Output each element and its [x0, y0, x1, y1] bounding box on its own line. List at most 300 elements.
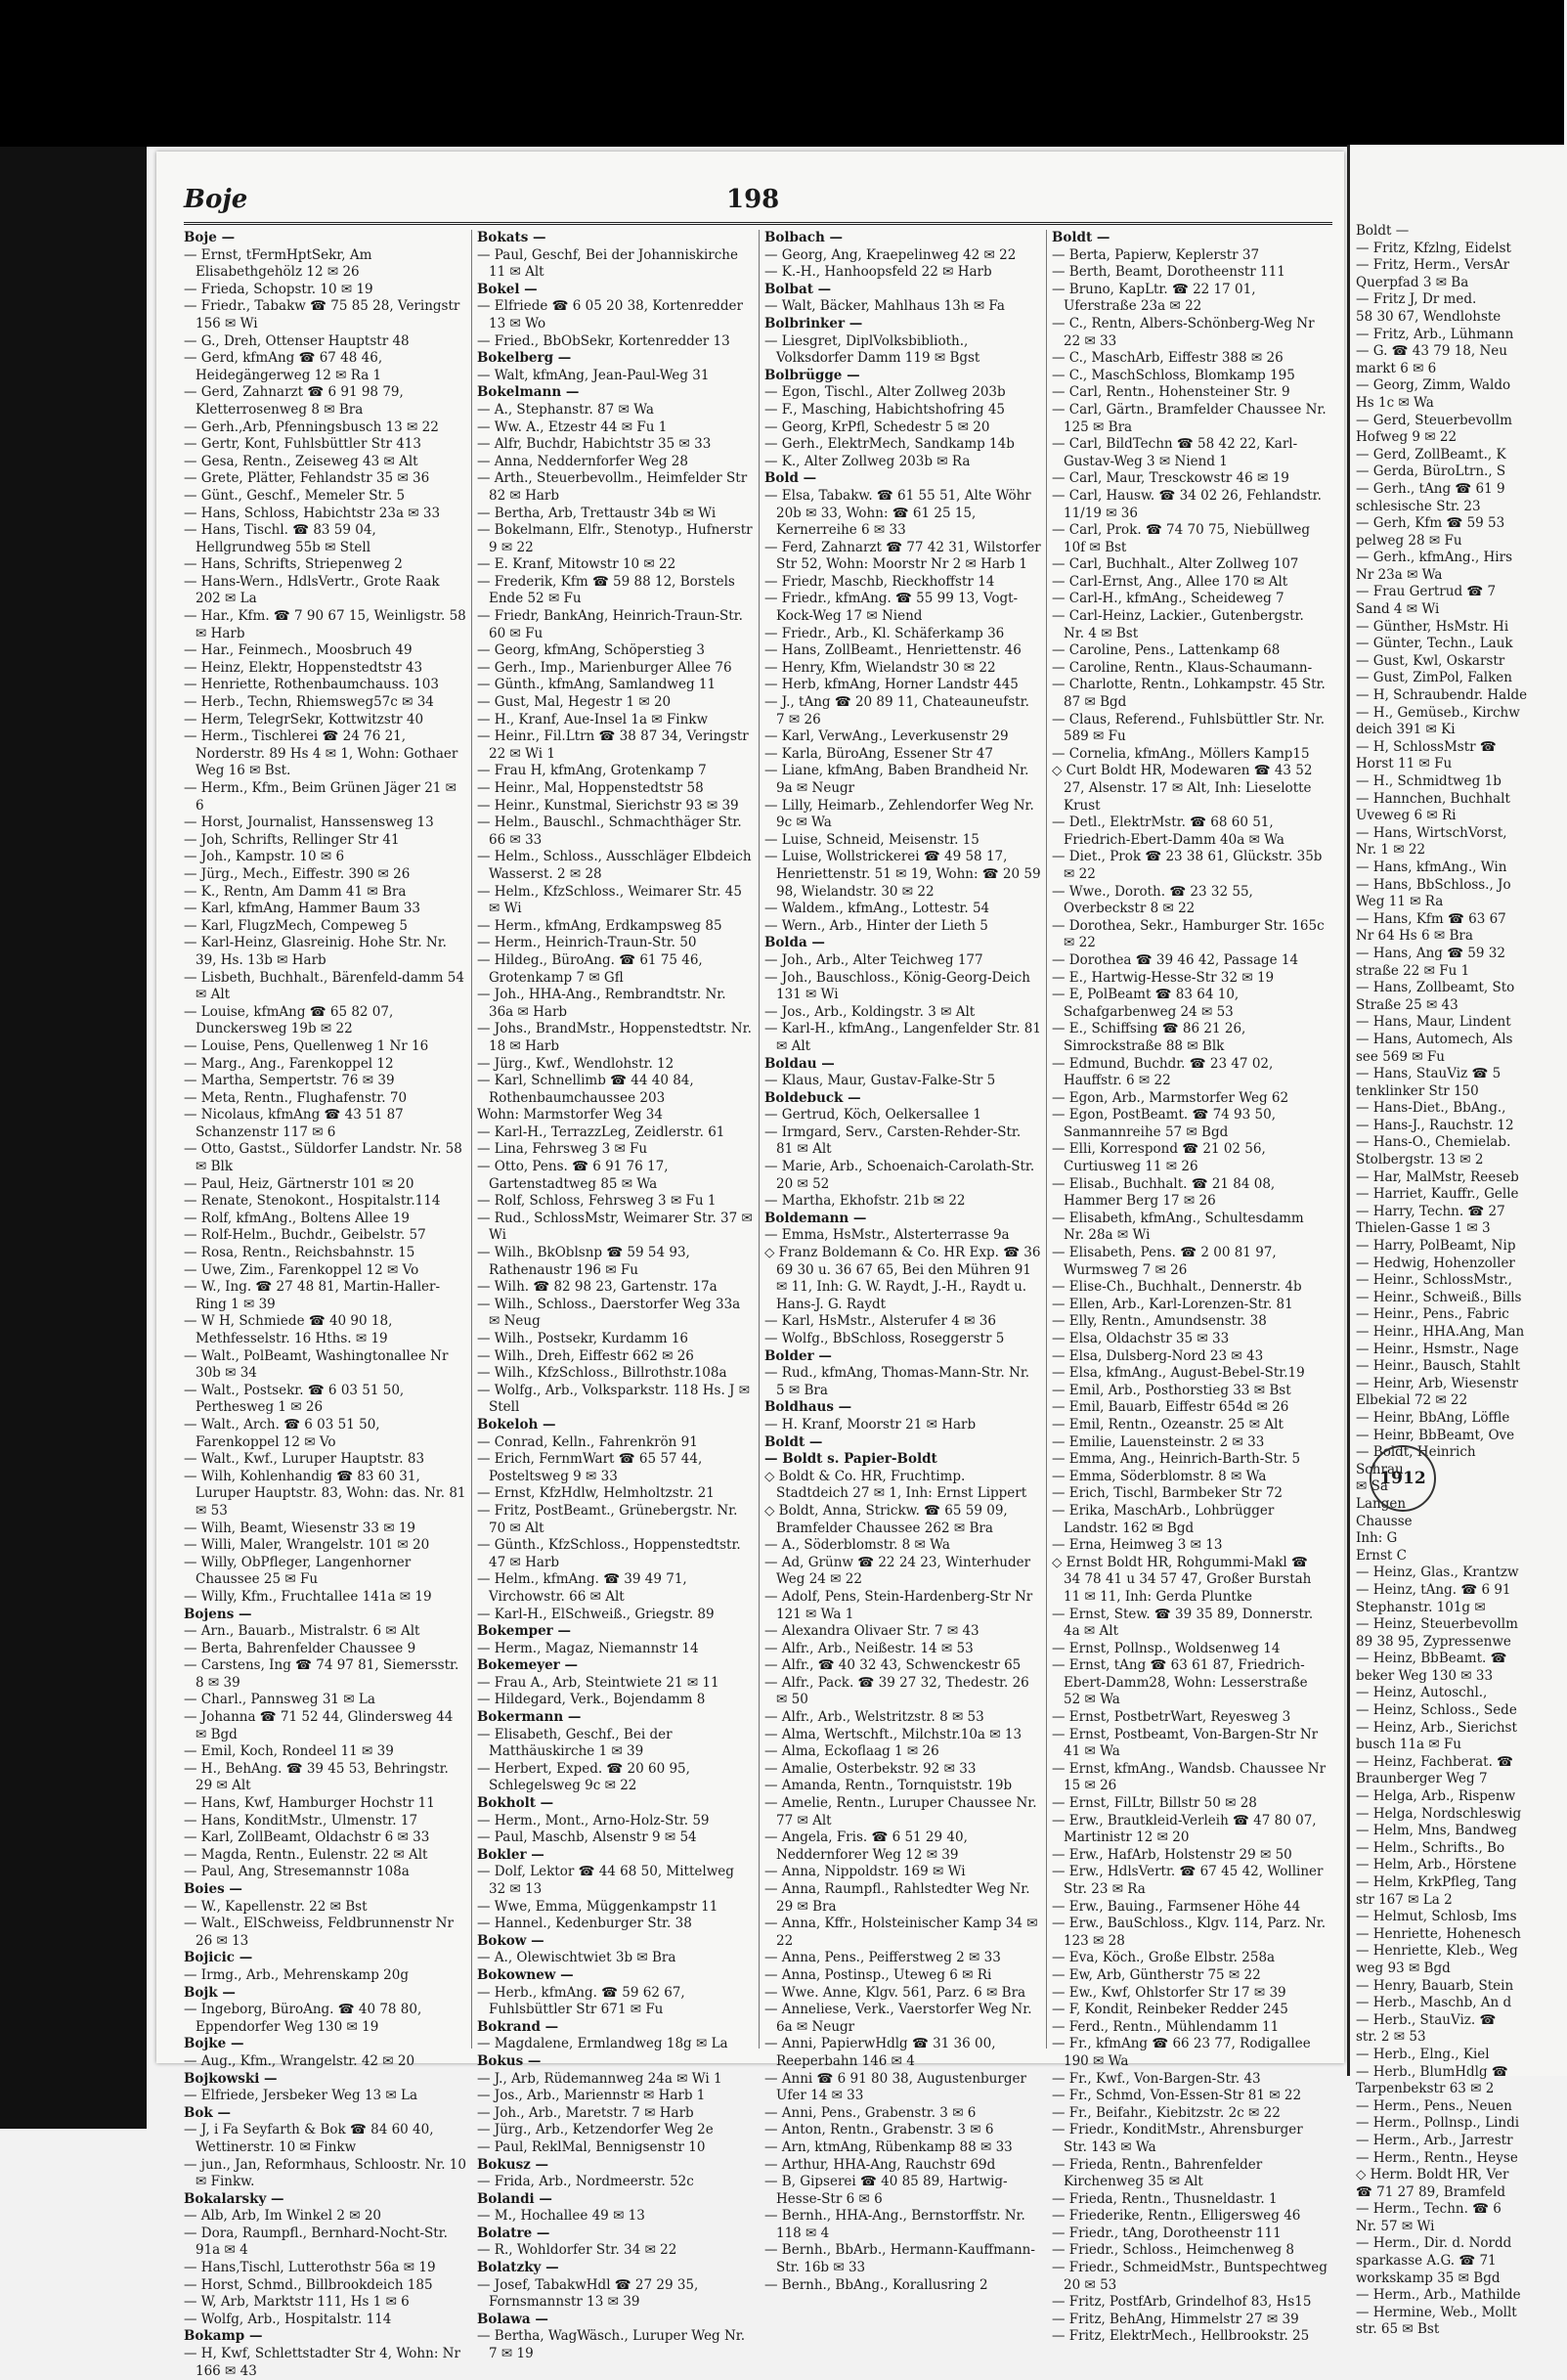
directory-entry: — Hans, Schrifts, Striepenweg 2 [184, 556, 403, 573]
directory-entry: — H, Kwf, Schlettstadter Str 4, Wohn: Nr 166 ✉ 43 [184, 2346, 460, 2379]
next-page-entry: — Heinz, BbBeamt. ☎ [1356, 1651, 1507, 1667]
directory-entry: — Bokelmann, Elfr., Stenotyp., Hufnerstr 9 ✉ 22 [477, 522, 753, 555]
next-page-entry: — Gerd, ZollBeamt., K [1356, 446, 1506, 463]
next-page-entry: — Hans, Automech, Als [1356, 1031, 1513, 1047]
directory-entry: — Carl-Heinz, Lackier., Gutenbergstr. Nr. 4 ✉ Bst [1052, 608, 1304, 641]
directory-entry: — Ernst, PostbetrWart, Reyesweg 3 [1052, 1709, 1291, 1726]
directory-entry: — Emma, HsMstr., Alsterterrasse 9a [764, 1227, 1010, 1244]
directory-entry: — Martha, Sempertstr. 76 ✉ 39 [184, 1073, 395, 1089]
directory-entry: — Gerh., Imp., Marienburger Allee 76 [477, 659, 732, 676]
directory-entry: — Frau A., Arb, Steintwiete 21 ✉ 11 [477, 1674, 719, 1691]
next-page-entry: — Georg, Zimm, Waldo [1356, 377, 1511, 394]
group-heading: — Boldt s. Papier-Boldt [764, 1451, 937, 1468]
directory-entry: — Charlotte, Rentn., Lohkampstr. 45 Str. 87 ✉ Bgd [1052, 677, 1326, 711]
directory-entry: — Ernst, tAng ☎ 63 61 87, Friedrich-Ebert-Damm28, Wohn: Lesserstraße 52 ✉ Wa [1052, 1657, 1308, 1708]
directory-entry: — Friedr., Schloss., Heimchenweg 8 [1052, 2242, 1294, 2259]
next-page-entry: Hs 1c ✉ Wa [1356, 394, 1434, 411]
next-page-entry: — Fritz, Kfzlng, Eidelst [1356, 240, 1511, 256]
directory-entry: — Egon, Tischl., Alter Zollweg 203b [764, 384, 1006, 401]
directory-entry: — Carl, Buchhalt., Alter Zollweg 107 [1052, 556, 1299, 573]
directory-entry: — Frida, Arb., Nordmeerstr. 52c [477, 2174, 694, 2190]
next-page-entry: — Herb., BlumHdlg ☎ [1356, 2063, 1508, 2080]
directory-entry: — Walt., Arch. ☎ 6 03 51 50, Farenkoppel 12 ✉ Vo [184, 1416, 380, 1450]
directory-entry: — Elfriede ☎ 6 05 20 38, Kortenredder 13 ✉ Wo [477, 298, 743, 331]
directory-entry: — Magda, Rentn., Eulenstr. 22 ✉ Alt [184, 1846, 428, 1863]
directory-entry: — Elisabeth, kfmAng., Schultesdamm Nr. 28a ✉ Wi [1052, 1210, 1304, 1244]
directory-entry: Wohn: Marmstorfer Weg 34 [477, 1107, 663, 1124]
directory-entry: — Erich, Tischl, Barmbeker Str 72 [1052, 1485, 1284, 1502]
directory-entry: — Amalie, Osterbekstr. 92 ✉ 33 [764, 1760, 977, 1777]
directory-entry: — Arth., Steuerbevollm., Heimfelder Str 82 ✉ Harb [477, 470, 748, 504]
group-heading: Bolawa — [477, 2311, 548, 2327]
directory-entry: — Elisabeth, Pens. ☎ 2 00 81 97, Wurmsweg 7 ✉ 26 [1052, 1245, 1277, 1278]
directory-entry: — C., MaschArb, Eiffestr 388 ✉ 26 [1052, 350, 1284, 367]
directory-entry: — Alfr, Buchdr, Habichtstr 35 ✉ 33 [477, 436, 712, 453]
next-page-entry: — Helm., Schrifts., Bo [1356, 1839, 1505, 1856]
group-heading: Bokalarsky — [184, 2190, 284, 2207]
directory-entry: — Detl., ElektrMstr. ☎ 68 60 51, Friedrich-Ebert-Damm 40a ✉ Wa [1052, 815, 1284, 848]
directory-entry: — Hans-Wern., HdlsVertr., Grote Raak 202 ✉ La [184, 573, 440, 607]
next-page-entry: — Helmut, Schlosb, Ims [1356, 1909, 1517, 1925]
directory-entry: — Günt., Geschf., Memeler Str. 5 [184, 487, 406, 504]
group-heading: Bokats — [477, 230, 546, 245]
directory-entry: — Louise, Pens, Quellenweg 1 Nr 16 [184, 1037, 429, 1054]
next-page-entry: Nr 64 Hs 6 ✉ Bra [1356, 928, 1473, 945]
next-page-entry: weg 93 ✉ Bgd [1356, 1960, 1451, 1976]
group-heading: Bokermann — [477, 1709, 582, 1726]
directory-entry: — Caroline, Pens., Lattenkamp 68 [1052, 642, 1281, 659]
next-page-entry: Schrau [1356, 1461, 1404, 1477]
directory-entry: — Rud., kfmAng, Thomas-Mann-Str. Nr. 5 ✉ Bra [764, 1365, 1030, 1398]
directory-entry: — Gertr, Kont, Fuhlsbüttler Str 413 [184, 436, 421, 453]
directory-entry: — Herm., Tischlerei ☎ 24 76 21, Norderstr. 89 Hs 4 ✉ 1, Wohn: Gothaer Weg 16 ✉ Bst. [184, 728, 458, 779]
directory-entry: — Johanna ☎ 71 52 44, Glindersweg 44 ✉ Bgd [184, 1709, 454, 1742]
group-heading: Bolatzky — [477, 2260, 559, 2276]
directory-entry: — Friedr, Maschb, Rieckhoffstr 14 [764, 573, 995, 590]
next-page-entry: — Frau Gertrud ☎ 7 [1356, 584, 1497, 600]
next-page-entry: — Hans, WirtschVorst, [1356, 824, 1507, 841]
next-page-entry: Boldt — [1356, 223, 1410, 239]
next-page-entry: Ernst C [1356, 1547, 1407, 1564]
directory-entry: — Elli, Korrespond ☎ 21 02 56, Curtiusweg 11 ✉ 26 [1052, 1141, 1266, 1175]
group-heading: Bolbach — [764, 230, 843, 245]
group-heading: Boldhaus — [764, 1399, 852, 1416]
directory-entry: — E. Kranf, Mitowstr 10 ✉ 22 [477, 556, 676, 573]
directory-entry: — Bertha, Arb, Trettaustr 34b ✉ Wi [477, 505, 717, 521]
directory-entry: — Walt, Bäcker, Mahlhaus 13h ✉ Fa [764, 298, 1005, 315]
group-heading: Bolbat — [764, 281, 832, 297]
directory-entry: — Anni, PapierwHdlg ☎ 31 36 00, Reeperbahn 146 ✉ 4 [764, 2036, 996, 2069]
next-page-entry: — Herm., Arb., Jarrestr [1356, 2132, 1513, 2148]
directory-entry: — Frieda, Schopstr. 10 ✉ 19 [184, 281, 373, 297]
directory-entry: — J., Arb, Rüdemannweg 24a ✉ Wi 1 [477, 2070, 722, 2087]
next-page-entry: Tarpenbekstr 63 ✉ 2 [1356, 2081, 1495, 2097]
directory-entry: — E., Hartwig-Hesse-Str 32 ✉ 19 [1052, 969, 1275, 986]
group-heading: Bokholt — [477, 1795, 554, 1812]
next-page-entry: Chausse [1356, 1513, 1413, 1529]
directory-entry: — Aug., Kfm., Wrangelstr. 42 ✉ 20 [184, 2052, 415, 2069]
directory-entry: — Heinr., Kunstmal, Sierichstr 93 ✉ 39 [477, 797, 739, 814]
group-heading: Bokusz — [477, 2156, 549, 2173]
directory-entry: — Louise, kfmAng ☎ 65 82 07, Dunckersweg 19b ✉ 22 [184, 1003, 394, 1037]
directory-entry: — Lilly, Heimarb., Zehlendorfer Weg Nr. 9c ✉ Wa [764, 797, 1034, 831]
directory-entry: — Gerh., ElektrMech, Sandkamp 14b [764, 436, 1015, 453]
next-page-entry: straße 22 ✉ Fu 1 [1356, 962, 1470, 979]
directory-entry: — F., Masching, Habichtshofring 45 [764, 401, 1006, 418]
directory-entry: — E, PolBeamt ☎ 83 64 10, Schafgarbenweg 24 ✉ 53 [1052, 987, 1240, 1020]
directory-entry: — Joh., Arb., Alter Teichweg 177 [764, 951, 983, 968]
next-page-entry: Nr 23a ✉ Wa [1356, 566, 1443, 583]
next-page-entry: — H., Schmidtweg 1b [1356, 773, 1502, 789]
next-page-entry: Elbekial 72 ✉ 22 [1356, 1392, 1468, 1409]
next-page-entry: — Fritz, Herm., VersAr [1356, 257, 1510, 274]
directory-entry: — Anna, Neddernforfer Weg 28 [477, 453, 688, 469]
directory-entry: — K., Alter Zollweg 203b ✉ Ra [764, 453, 971, 469]
directory-entry: — F, Kondit, Reinbeker Redder 245 [1052, 2002, 1288, 2018]
directory-entry: — Rolf, Schloss, Fehrsweg 3 ✉ Fu 1 [477, 1193, 717, 1210]
directory-entry: — Adolf, Pens, Stein-Hardenberg-Str Nr 121 ✉ Wa 1 [764, 1588, 1033, 1622]
directory-entry: — Wilh., Dreh, Eiffestr 662 ✉ 26 [477, 1347, 694, 1364]
next-page-entry: see 569 ✉ Fu [1356, 1048, 1445, 1065]
directory-entry: — Joh., HHA-Ang., Rembrandtstr. Nr. 36a ✉ Harb [477, 987, 726, 1020]
directory-entry: — Karl, ZollBeamt, Oldachstr 6 ✉ 33 [184, 1829, 430, 1846]
directory-entry: — Hildeg., BüroAng. ☎ 61 75 46, Grotenkamp 7 ✉ Gfl [477, 951, 703, 986]
group-heading: Bokow — [477, 1932, 544, 1949]
directory-entry: — Uwe, Zim., Farenkoppel 12 ✉ Vo [184, 1261, 419, 1278]
directory-entry: — Fritz, BehAng, Himmelstr 27 ✉ 39 [1052, 2311, 1299, 2327]
group-heading: Bokamp — [184, 2328, 263, 2345]
directory-entry: ◇ Ernst Boldt HR, Rohgummi-Makl ☎ 34 78 41 u 34 57 47, Großer Burstah 11 ✉ 11, Inh: Gerda Pluntke [1052, 1554, 1312, 1605]
next-page-entry: — Herm., Dir. d. Nordd [1356, 2235, 1512, 2252]
directory-entry: — Har., Feinmech., Moosbruch 49 [184, 642, 413, 659]
directory-entry: — Ernst, Stew. ☎ 39 35 89, Donnerstr. 4a ✉ Alt [1052, 1606, 1314, 1640]
directory-entry: — Diet., Prok ☎ 23 38 61, Glückstr. 35b ✉ 22 [1052, 849, 1323, 882]
next-page-entry: — Hedwig, Hohenzoller [1356, 1255, 1515, 1271]
directory-entry: — Klaus, Maur, Gustav-Falke-Str 5 [764, 1073, 996, 1089]
directory-entry: — M., Hochallee 49 ✉ 13 [477, 2208, 645, 2225]
next-page-entry: — Harry, Techn. ☎ 27 [1356, 1203, 1505, 1219]
directory-entry: — Anna, Kffr., Holsteinischer Kamp 34 ✉ 22 [764, 1916, 1038, 1949]
directory-entry: — Wolfg., BbSchloss, Roseggerstr 5 [764, 1331, 1005, 1346]
directory-entry: — Willi, Maler, Wrangelstr. 101 ✉ 20 [184, 1537, 430, 1554]
directory-entry: — Ad, Grünw ☎ 22 24 23, Winterhuder Weg 24 ✉ 22 [764, 1554, 1031, 1588]
directory-entry: — Walt., PolBeamt, Washingtonallee Nr 30b ✉ 34 [184, 1347, 449, 1382]
directory-entry: — Carl, Hausw. ☎ 34 02 26, Fehlandstr. 11/19 ✉ 36 [1052, 487, 1322, 521]
directory-entry: — Wilh., BkOblsnp ☎ 59 54 93, Rathenaustr 196 ✉ Fu [477, 1245, 690, 1278]
next-page-entry: — Gust, ZimPol, Falken [1356, 670, 1512, 686]
directory-entry: — Wolfg., Arb., Volksparkstr. 118 Hs. J ✉ Stell [477, 1382, 751, 1416]
directory-entry: — Marie, Arb., Schoenaich-Carolath-Str. 20 ✉ 52 [764, 1159, 1035, 1192]
directory-entry: — Rosa, Rentn., Reichsbahnstr. 15 [184, 1245, 415, 1261]
next-page-entry: str. 65 ✉ Bst [1356, 2321, 1440, 2338]
group-heading: Bolda — [764, 935, 825, 951]
next-page-entry: tenklinker Str 150 [1356, 1082, 1479, 1099]
directory-entry: — Elsa, Dulsberg-Nord 23 ✉ 43 [1052, 1347, 1264, 1364]
directory-entry: — Berta, Papierw, Keplerstr 37 [1052, 246, 1260, 263]
directory-entry: — Karl-H., TerrazzLeg, Zeidlerstr. 61 [477, 1124, 725, 1140]
directory-entry: — Meta, Rentn., Flughafenstr. 70 [184, 1089, 408, 1106]
directory-entry: — Walt., ElSchweiss, Feldbrunnenstr Nr 26 ✉ 13 [184, 1916, 454, 1949]
directory-entry: — Alfr., Arb., Welstritzstr. 8 ✉ 53 [764, 1709, 984, 1726]
directory-entry: — Anni ☎ 6 91 80 38, Augustenburger Ufer 14 ✉ 33 [764, 2070, 1026, 2104]
directory-entry: — Ernst, Pollnsp., Woldsenweg 14 [1052, 1640, 1281, 1656]
directory-entry: — Willy, ObPfleger, Langenhorner Chaussee 25 ✉ Fu [184, 1554, 412, 1588]
next-page-entry: — Heinr., Hsmstr., Nage [1356, 1341, 1519, 1357]
page-number: 198 [726, 185, 780, 214]
directory-entry: — Erw., Brautkleid-Verleih ☎ 47 80 07, Martinistr 12 ✉ 20 [1052, 1812, 1317, 1846]
next-page-entry: — Günter, Techn., Lauk [1356, 636, 1513, 652]
next-page-entry: — Hans, Kfm ☎ 63 67 [1356, 910, 1506, 927]
directory-entry: — A., Stephanstr. 87 ✉ Wa [477, 401, 654, 418]
directory-entry: — Wilh, Beamt, Wiesenstr 33 ✉ 19 [184, 1520, 416, 1536]
next-page-edge [1347, 145, 1567, 2338]
group-heading: Bokrand — [477, 2018, 559, 2035]
next-page-entry: — Heinr, BbAng, Löffle [1356, 1409, 1510, 1426]
directory-entry: — Karl, Schnellimb ☎ 44 40 84, Rothenbaumchaussee 203 [477, 1073, 694, 1106]
next-page-entry: — Gerh, Kfm ☎ 59 53 [1356, 515, 1505, 532]
directory-entry: — Heinr., Fil.Ltrn ☎ 38 87 34, Veringstr 22 ✉ Wi 1 [477, 728, 749, 762]
next-page-entry: — Herm., Techn. ☎ 6 [1356, 2201, 1502, 2218]
directory-entry: — Wern., Arb., Hinter der Lieth 5 [764, 917, 988, 934]
next-page-entry: 58 30 67, Wendlohste [1356, 308, 1502, 325]
directory-entry: — Marg., Ang., Farenkoppel 12 [184, 1055, 394, 1072]
directory-entry: — Wilh, Kohlenhandig ☎ 83 60 31, Luruper Hauptstr. 83, Wohn: das. Nr. 81 ✉ 53 [184, 1468, 466, 1519]
directory-entry: — Erw., BauSchloss., Klgv. 114, Parz. Nr. 123 ✉ 28 [1052, 1916, 1327, 1949]
next-page-entry: — Hermine, Web., Mollt [1356, 2304, 1517, 2320]
next-page-entry: Uveweg 6 ✉ Ri [1356, 808, 1457, 824]
directory-entry: — Bruno, KapLtr. ☎ 22 17 01, Uferstraße 23a ✉ 22 [1052, 281, 1256, 315]
directory-entry: — Joh., Bauschloss., König-Georg-Deich 131 ✉ Wi [764, 969, 1030, 1003]
directory-entry: — Edmund, Buchdr. ☎ 23 47 02, Hauffstr. 6 ✉ 22 [1052, 1055, 1274, 1089]
directory-entry: — Gesa, Rentn., Zeiseweg 43 ✉ Alt [184, 453, 418, 469]
next-page-entry: — Herb., Maschb, An d [1356, 1995, 1512, 2011]
directory-entry: — Elfriede, Jersbeker Weg 13 ✉ La [184, 2088, 418, 2104]
directory-entry: — Alma, Eckoflaag 1 ✉ 26 [764, 1743, 939, 1760]
directory-entry: — Helm., Bauschl., Schmachthäger Str. 66 ✉ 33 [477, 815, 742, 848]
directory-entry: — Hans, KonditMstr., Ulmenstr. 17 [184, 1812, 418, 1829]
directory-entry: — A., Olewischtwiet 3b ✉ Bra [477, 1950, 676, 1966]
directory-entry: — jun., Jan, Reformhaus, Schloostr. Nr. 10 ✉ Finkw. [184, 2156, 466, 2190]
directory-entry: — Lisbeth, Buchhalt., Bärenfeld-damm 54 ✉ Alt [184, 969, 464, 1003]
directory-entry: — Erika, MaschArb., Lohbrügger Landstr. 162 ✉ Bgd [1052, 1502, 1275, 1536]
directory-entry: — Rud., SchlossMstr, Weimarer Str. 37 ✉ Wi [477, 1210, 753, 1244]
directory-entry: — Paul, ReklMal, Bennigsenstr 10 [477, 2138, 706, 2155]
directory-entry: — Wolfg, Arb., Hospitalstr. 114 [184, 2311, 392, 2327]
directory-entry: — Wilh., KfzSchloss., Billrothstr.108a [477, 1365, 727, 1382]
group-heading: Bojkowski — [184, 2070, 278, 2087]
directory-entry: — W., Kapellenstr. 22 ✉ Bst [184, 1898, 368, 1915]
directory-entry: — Anna, Nippoldstr. 169 ✉ Wi [764, 1864, 966, 1880]
directory-entry: — Elly, Rentn., Amundsenstr. 38 [1052, 1313, 1267, 1330]
directory-entry: — Dora, Raumpfl., Bernhard-Nocht-Str. 91a ✉ 4 [184, 2225, 448, 2259]
next-page-entry: markt 6 ✉ 6 [1356, 360, 1437, 376]
group-heading: Bokelberg — [477, 350, 572, 367]
entry-columns [184, 230, 1335, 2379]
directory-entry: — H. Kranf, Moorstr 21 ✉ Harb [764, 1416, 977, 1432]
directory-entry: — Fr., Beifahr., Kiebitzstr. 2c ✉ 22 [1052, 2104, 1281, 2121]
directory-entry: — Emil, Arb., Posthorstieg 33 ✉ Bst [1052, 1382, 1291, 1398]
directory-entry: — Wwe. Anne, Klgv. 561, Parz. 6 ✉ Bra [764, 1984, 1026, 2001]
directory-entry: — Henry, Kfm, Wielandstr 30 ✉ 22 [764, 659, 996, 676]
group-heading: Bokeloh — [477, 1416, 556, 1432]
directory-entry: — Bernh., BbAng., Korallusring 2 [764, 2276, 988, 2293]
directory-entry: — Herm., kfmAng, Erdkampsweg 85 [477, 917, 722, 934]
next-page-entry: — Heinr., Schweiß., Bills [1356, 1289, 1522, 1305]
group-heading: Bolbrügge — [764, 367, 860, 383]
directory-entry: — Friedr., tAng, Dorotheenstr 111 [1052, 2225, 1282, 2241]
directory-entry: — Arn, ktmAng, Rübenkamp 88 ✉ 33 [764, 2138, 1013, 2155]
next-page-entry: — Herm., Rentn., Heyse [1356, 2149, 1518, 2166]
next-page-entry: — Heinr., Bausch, Stahlt [1356, 1358, 1520, 1375]
next-page-entry: — Hans, kfmAng., Win [1356, 859, 1507, 875]
directory-entry: — Ernst, kfmAng., Wandsb. Chaussee Nr 15 ✉ 26 [1052, 1760, 1327, 1794]
directory-entry: — Alexandra Olivaer Str. 7 ✉ 43 [764, 1623, 979, 1640]
next-page-entry: Straße 25 ✉ 43 [1356, 996, 1458, 1013]
next-page-entry: Horst 11 ✉ Fu [1356, 756, 1453, 772]
next-page-entry: — Heinz, Fachberat. ☎ [1356, 1753, 1513, 1770]
directory-entry: — Karl, VerwAng., Leverkusenstr 29 [764, 728, 1009, 745]
directory-entry: — Herm., Heinrich-Traun-Str. 50 [477, 935, 697, 951]
group-heading: Bolandi — [477, 2190, 552, 2207]
directory-entry: — E., Schiffsing ☎ 86 21 26, Simrockstraße 88 ✉ Blk [1052, 1021, 1246, 1054]
directory-entry: — Anni, Pens., Grabenstr. 3 ✉ 6 [764, 2104, 977, 2121]
directory-entry: — Gerd, Zahnarzt ☎ 6 91 98 79, Kletterrosenweg 8 ✉ Bra [184, 384, 404, 418]
directory-entry: — Eva, Köch., Große Elbstr. 258a [1052, 1950, 1276, 1966]
directory-entry: — Herm., Mont., Arno-Holz-Str. 59 [477, 1812, 710, 1829]
directory-entry: — Otto, Gastst., Süldorfer Landstr. Nr. 58 ✉ Blk [184, 1141, 462, 1175]
next-page-entry: beker Weg 130 ✉ 33 [1356, 1667, 1494, 1684]
directory-entry: — Heinr., Mal, Hoppenstedtstr 58 [477, 780, 704, 796]
directory-entry: — Georg, kfmAng, Schöperstieg 3 [477, 642, 705, 659]
directory-entry: — Martha, Ekhofstr. 21b ✉ 22 [764, 1193, 966, 1210]
directory-entry: — Willy, Kfm., Fruchtallee 141a ✉ 19 [184, 1588, 432, 1605]
next-page-entry: — Fritz J, Dr med. [1356, 291, 1477, 308]
directory-entry: — Paul, Maschb, Alsenstr 9 ✉ 54 [477, 1829, 697, 1846]
directory-entry: — Walt., Kwf., Luruper Hauptstr. 83 [184, 1451, 425, 1468]
next-page-entry: Nr. 1 ✉ 22 [1356, 842, 1426, 859]
directory-entry: — Frieda, Rentn., Thusneldastr. 1 [1052, 2190, 1278, 2207]
next-page-entry: — H, Schraubendr. Halde [1356, 687, 1528, 704]
directory-entry: — Anneliese, Verk., Vaerstorfer Weg Nr. 6a ✉ Neugr [764, 2002, 1032, 2035]
next-page-entry: — Hans, BbSchloss., Jo [1356, 876, 1511, 893]
directory-entry: — Alfr., Arb., Neißestr. 14 ✉ 53 [764, 1640, 974, 1656]
directory-entry: — K., Rentn, Am Damm 41 ✉ Bra [184, 883, 407, 900]
directory-entry: — J, i Fa Seyfarth & Bok ☎ 84 60 40, Wettinerstr. 10 ✉ Finkw [184, 2122, 434, 2155]
directory-entry: — R., Wohldorfer Str. 34 ✉ 22 [477, 2242, 677, 2259]
group-heading: Bojicic — [184, 1950, 253, 1966]
column-1 [184, 230, 471, 2379]
next-page-entry: Stolbergstr. 13 ✉ 2 [1356, 1152, 1484, 1168]
group-heading: Boldemann — [764, 1210, 867, 1226]
directory-entry: — Bertha, WagWäsch., Luruper Weg Nr. 7 ✉ 19 [477, 2328, 746, 2362]
next-page-entry: str. 2 ✉ 53 [1356, 2029, 1426, 2046]
group-heading: Bolatre — [477, 2225, 550, 2241]
directory-entry: — Günth., KfzSchloss., Hoppenstedtstr. 47 ✉ Harb [477, 1537, 741, 1570]
directory-entry: — Friedr., KonditMstr., Ahrensburger Str. 143 ✉ Wa [1052, 2122, 1303, 2155]
group-heading: Bokler — [477, 1846, 544, 1863]
next-page-entry: workskamp 35 ✉ Bgd [1356, 2270, 1501, 2286]
directory-entry: — Herb, kfmAng, Horner Landstr 445 [764, 677, 1019, 693]
next-page-entry: — Helm, Mns, Bandweg [1356, 1823, 1517, 1839]
directory-entry: — Elise-Ch., Buchhalt., Dennerstr. 4b [1052, 1279, 1302, 1296]
next-page-entry: — Heinr., SchlossMstr., [1356, 1272, 1512, 1289]
next-page-entry: — Heinz, Steuerbevollm [1356, 1616, 1518, 1633]
directory-entry: — Hildegard, Verk., Bojendamm 8 [477, 1692, 706, 1708]
directory-entry: — Caroline, Rentn., Klaus-Schaumann- [1052, 659, 1313, 676]
next-page-entry: — Herm., Pens., Neuen [1356, 2097, 1512, 2114]
directory-entry: — Ww. A., Etzestr 44 ✉ Fu 1 [477, 419, 668, 435]
running-word: Boje [184, 185, 248, 214]
next-page-entry: — Hans, Ang ☎ 59 32 [1356, 945, 1505, 961]
directory-entry: — Carstens, Ing ☎ 74 97 81, Siemersstr. 8 ✉ 39 [184, 1657, 459, 1691]
directory-entry: — Hans, Tischl. ☎ 83 59 04, Hellgrundweg 55b ✉ Stell [184, 522, 376, 555]
directory-entry: — Karl, HsMstr., Alsterufer 4 ✉ 36 [764, 1313, 996, 1330]
directory-entry: — Ernst, tFermHptSekr, Am Elisabethgehölz 12 ✉ 26 [184, 246, 372, 281]
group-heading: Boldt — [1052, 230, 1110, 245]
directory-entry: — Elisabeth, Geschf., Bei der Matthäuskirche 1 ✉ 39 [477, 1726, 673, 1760]
directory-entry: — W, Arb, Marktstr 111, Hs 1 ✉ 6 [184, 2294, 410, 2311]
directory-entry: — Elisab., Buchhalt. ☎ 21 84 08, Hammer Berg 17 ✉ 26 [1052, 1175, 1276, 1210]
next-page-entry: — Heinr., Pens., Fabric [1356, 1306, 1509, 1323]
directory-entry: — Egon, Arb., Marmstorfer Weg 62 [1052, 1089, 1289, 1106]
directory-entry: — Ew, Arb, Güntherstr 75 ✉ 22 [1052, 1966, 1261, 1983]
directory-entry: — Alfr., Pack. ☎ 39 27 32, Thedestr. 26 ✉ 50 [764, 1674, 1029, 1708]
directory-entry: — B, Gipserei ☎ 40 85 89, Hartwig-Hesse-Str 6 ✉ 6 [764, 2174, 1008, 2207]
group-heading: Bojk — [184, 1984, 236, 2001]
next-page-entry: — Hans, Maur, Lindent [1356, 1014, 1511, 1031]
group-heading: Bolbrinker — [764, 315, 863, 331]
directory-entry: — Anna, Postinsp., Uteweg 6 ✉ Ri [764, 1966, 992, 1983]
next-page-entry: — Boldt, Heinrich [1356, 1444, 1476, 1461]
scan-background-left [0, 147, 147, 2129]
next-page-entry: — Harry, PolBeamt, Nip [1356, 1238, 1516, 1255]
directory-entry: — Karl-H., ElSchweiß., Griegstr. 89 [477, 1606, 715, 1622]
next-page-entry: Weg 11 ✉ Ra [1356, 894, 1444, 910]
directory-entry: — Elsa, kfmAng., August-Bebel-Str.19 [1052, 1365, 1305, 1382]
next-page-entry: — H, SchlossMstr ☎ [1356, 738, 1497, 755]
directory-entry: — Helm., Schloss., Ausschläger Elbdeich Wasserst. 2 ✉ 28 [477, 849, 752, 882]
directory-entry: — Günth., kfmAng, Samlandweg 11 [477, 677, 717, 693]
directory-entry: — K.-H., Hanhoopsfeld 22 ✉ Harb [764, 264, 992, 281]
directory-entry: — Claus, Referend., Fuhlsbüttler Str. Nr. 589 ✉ Fu [1052, 711, 1326, 745]
next-page-entry: — Gerh., tAng ☎ 61 9 [1356, 480, 1505, 497]
directory-entry: — Carl, Gärtn., Bramfelder Chaussee Nr. 125 ✉ Bra [1052, 401, 1327, 435]
directory-entry: — Fritz, ElektrMech., Hellbrookstr. 25 [1052, 2328, 1310, 2345]
directory-entry: — Frederik, Kfm ☎ 59 88 12, Borstels Ende 52 ✉ Fu [477, 573, 735, 607]
group-heading: Bokownew — [477, 1966, 574, 1983]
group-heading: Bold — [764, 470, 817, 487]
directory-entry: — Hannel., Kedenburger Str. 38 [477, 1916, 692, 1932]
next-page-entry: deich 391 ✉ Ki [1356, 722, 1456, 738]
directory-entry: — Gerd, kfmAng ☎ 67 48 46, Heidegängerweg 12 ✉ Ra 1 [184, 350, 383, 383]
next-page-entry: ☎ 71 27 89, Bramfeld [1356, 2183, 1505, 2200]
directory-entry: — Conrad, Kelln., Fahrenkrön 91 [477, 1433, 698, 1450]
directory-entry: — Luise, Schneid, Meisenstr. 15 [764, 831, 979, 848]
directory-entry: — Dorothea, Sekr., Hamburger Str. 165c ✉ 22 [1052, 917, 1325, 951]
directory-entry: — Carl, BildTechn ☎ 58 42 22, Karl-Gustav-Weg 3 ✉ Niend 1 [1052, 436, 1298, 469]
next-page-entry: — Henry, Bauarb, Stein [1356, 1977, 1514, 1994]
next-page-entry: — Hans, StauViz ☎ 5 [1356, 1066, 1502, 1082]
directory-entry: ◇ Franz Boldemann & Co. HR Exp. ☎ 36 69 30 u. 36 67 65, Bei den Mühren 91 ✉ 11, Inh: G. W. Raydt, J.-H., Raydt u. Hans-J. G. Raydt [764, 1245, 1041, 1312]
directory-entry: — Egon, PostBeamt. ☎ 74 93 50, Sanmannreihe 57 ✉ Bgd [1052, 1107, 1276, 1140]
column-4 [1046, 230, 1333, 2345]
directory-entry: — Hans, ZollBeamt., Henriettenstr. 46 [764, 642, 1022, 659]
directory-entry: — H., Kranf, Aue-Insel 1a ✉ Finkw [477, 711, 709, 727]
directory-entry: — Arn., Bauarb., Mistralstr. 6 ✉ Alt [184, 1623, 420, 1640]
directory-entry: — Georg, Ang, Kraepelinweg 42 ✉ 22 [764, 246, 1017, 263]
next-page-entry: — Hannchen, Buchhalt [1356, 790, 1510, 807]
directory-entry: — W., Ing. ☎ 27 48 81, Martin-Haller-Ring 1 ✉ 39 [184, 1279, 441, 1312]
